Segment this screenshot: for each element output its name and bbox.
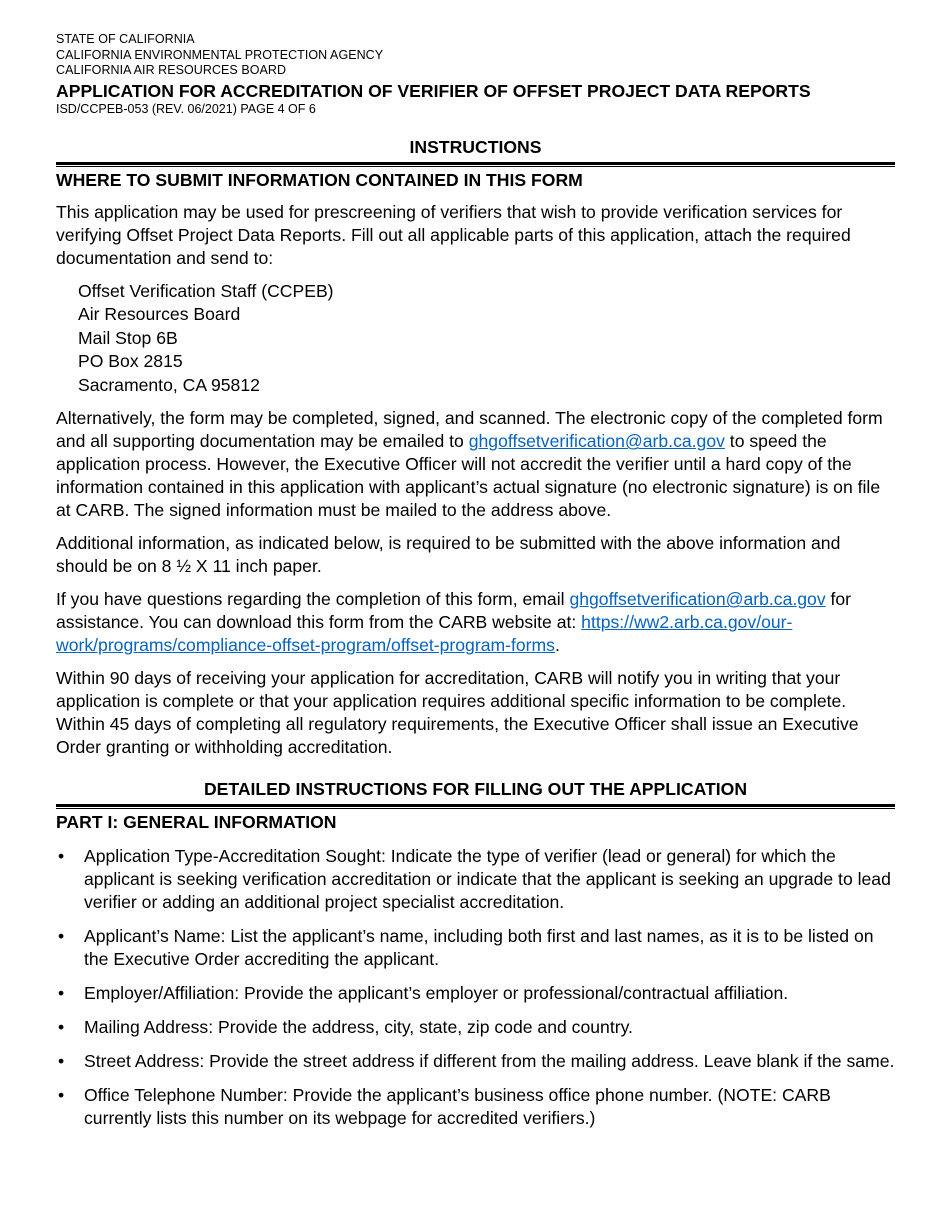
list-item: [56, 1050, 895, 1073]
agency-header: [56, 32, 895, 117]
document-title: APPLICATION FOR ACCREDITATION OF VERIFIER OF OFFSET PROJECT DATA REPORTS: [56, 80, 811, 101]
list-item: [56, 1084, 895, 1130]
address-line-3: Mail Stop 6B: [78, 327, 178, 348]
agency-carb: CALIFORNIA AIR RESOURCES BOARD: [56, 63, 287, 78]
list-item-text: Office Telephone Number: Provide the applicant’s business office phone number. (NOTE: CARB currently lists this number on its webpage for accredited verifiers.): [84, 1085, 831, 1129]
list-item: [56, 1016, 895, 1039]
questions-paragraph: [56, 588, 895, 657]
agency-calepa: CALIFORNIA ENVIRONMENTAL PROTECTION AGENCY: [56, 47, 384, 62]
form-identifier: ISD/CCPEB-053 (REV. 06/2021) PAGE 4 OF 6: [56, 101, 316, 116]
part-one-heading: PART I: GENERAL INFORMATION: [56, 812, 337, 833]
detailed-instructions-heading: DETAILED INSTRUCTIONS FOR FILLING OUT THE APPLICATION: [203, 779, 748, 800]
instructions-heading: INSTRUCTIONS: [409, 136, 542, 157]
list-item-text: Applicant’s Name: List the applicant’s name, including both first and last names, as it is to be listed on the Executive Order accrediting the applicant.: [84, 926, 874, 970]
questions-email-link[interactable]: ghgoffsetverification@arb.ca.gov: [569, 589, 826, 610]
address-line-1: Offset Verification Staff (CCPEB): [78, 280, 334, 301]
mailing-address-block: [78, 280, 895, 398]
list-item-text: Application Type-Accreditation Sought: Indicate the type of verifier (lead or general) for which the applicant is seeking verification accreditation or indicate that the applicant is seeking an upgrade to lead verifier or adding an additional project specialist accreditation.: [84, 846, 891, 913]
list-item-text: Mailing Address: Provide the address, city, state, zip code and country.: [84, 1017, 633, 1038]
bullet-icon: •: [58, 846, 65, 867]
bullet-icon: •: [58, 1017, 65, 1038]
email-link[interactable]: ghgoffsetverification@arb.ca.gov: [468, 431, 725, 452]
bullet-icon: •: [58, 926, 65, 947]
bullet-icon: •: [58, 1051, 65, 1072]
bullet-icon: •: [58, 983, 65, 1004]
heading-rule: [56, 162, 895, 167]
carb-website-link[interactable]: https://ww2.arb.ca.gov/our-work/programs/compliance-offset-program/offset-program-forms: [56, 612, 793, 656]
address-line-4: PO Box 2815: [78, 351, 183, 372]
general-info-list: [56, 845, 895, 1130]
address-line-5: Sacramento, CA 95812: [78, 374, 260, 395]
bullet-icon: •: [58, 1085, 65, 1106]
agency-state: STATE OF CALIFORNIA: [56, 32, 195, 46]
list-item-text: Employer/Affiliation: Provide the applicant’s employer or professional/contractual affiliation.: [84, 983, 789, 1004]
detailed-heading-rule: [56, 804, 895, 809]
questions-text-before: If you have questions regarding the completion of this form, email: [56, 589, 570, 610]
questions-text-after: .: [554, 635, 560, 656]
list-item: [56, 982, 895, 1005]
electronic-submission-paragraph: [56, 407, 895, 522]
intro-paragraph: This application may be used for prescreening of verifiers that wish to provide verification services for verifying Offset Project Data Reports. Fill out all applicable parts of this application, attach the required documentation and send to:: [56, 201, 851, 268]
list-item: [56, 925, 895, 971]
submit-section-heading: WHERE TO SUBMIT INFORMATION CONTAINED IN THIS FORM: [56, 169, 583, 190]
list-item: [56, 845, 895, 914]
list-item-text: Street Address: Provide the street address if different from the mailing address. Leave blank if the same.: [84, 1051, 895, 1072]
timeline-paragraph: Within 90 days of receiving your application for accreditation, CARB will notify you in writing that your application is complete or that your application requires additional specific information to be complete. Within 45 days of completing all regulatory requirements, the Executive Officer shall issue an Executive Order granting or withholding accreditation.: [56, 668, 859, 758]
address-line-2: Air Resources Board: [78, 304, 241, 325]
questions-text-middle: for assistance. You can download this form from the CARB website at:: [56, 589, 852, 633]
alt-text-before: Alternatively, the form may be completed, signed, and scanned. The electronic copy of the completed form and all supporting documentation may be emailed to: [56, 408, 883, 452]
additional-info-paragraph: Additional information, as indicated below, is required to be submitted with the above information and should be on 8 ½ X 11 inch paper.: [56, 533, 841, 577]
alt-text-after: to speed the application process. However, the Executive Officer will not accredit the verifier until a hard copy of the information contained in this application with applicant’s actual signature (no electronic signature) is on file at CARB. The signed information must be mailed to the address above.: [56, 431, 881, 521]
